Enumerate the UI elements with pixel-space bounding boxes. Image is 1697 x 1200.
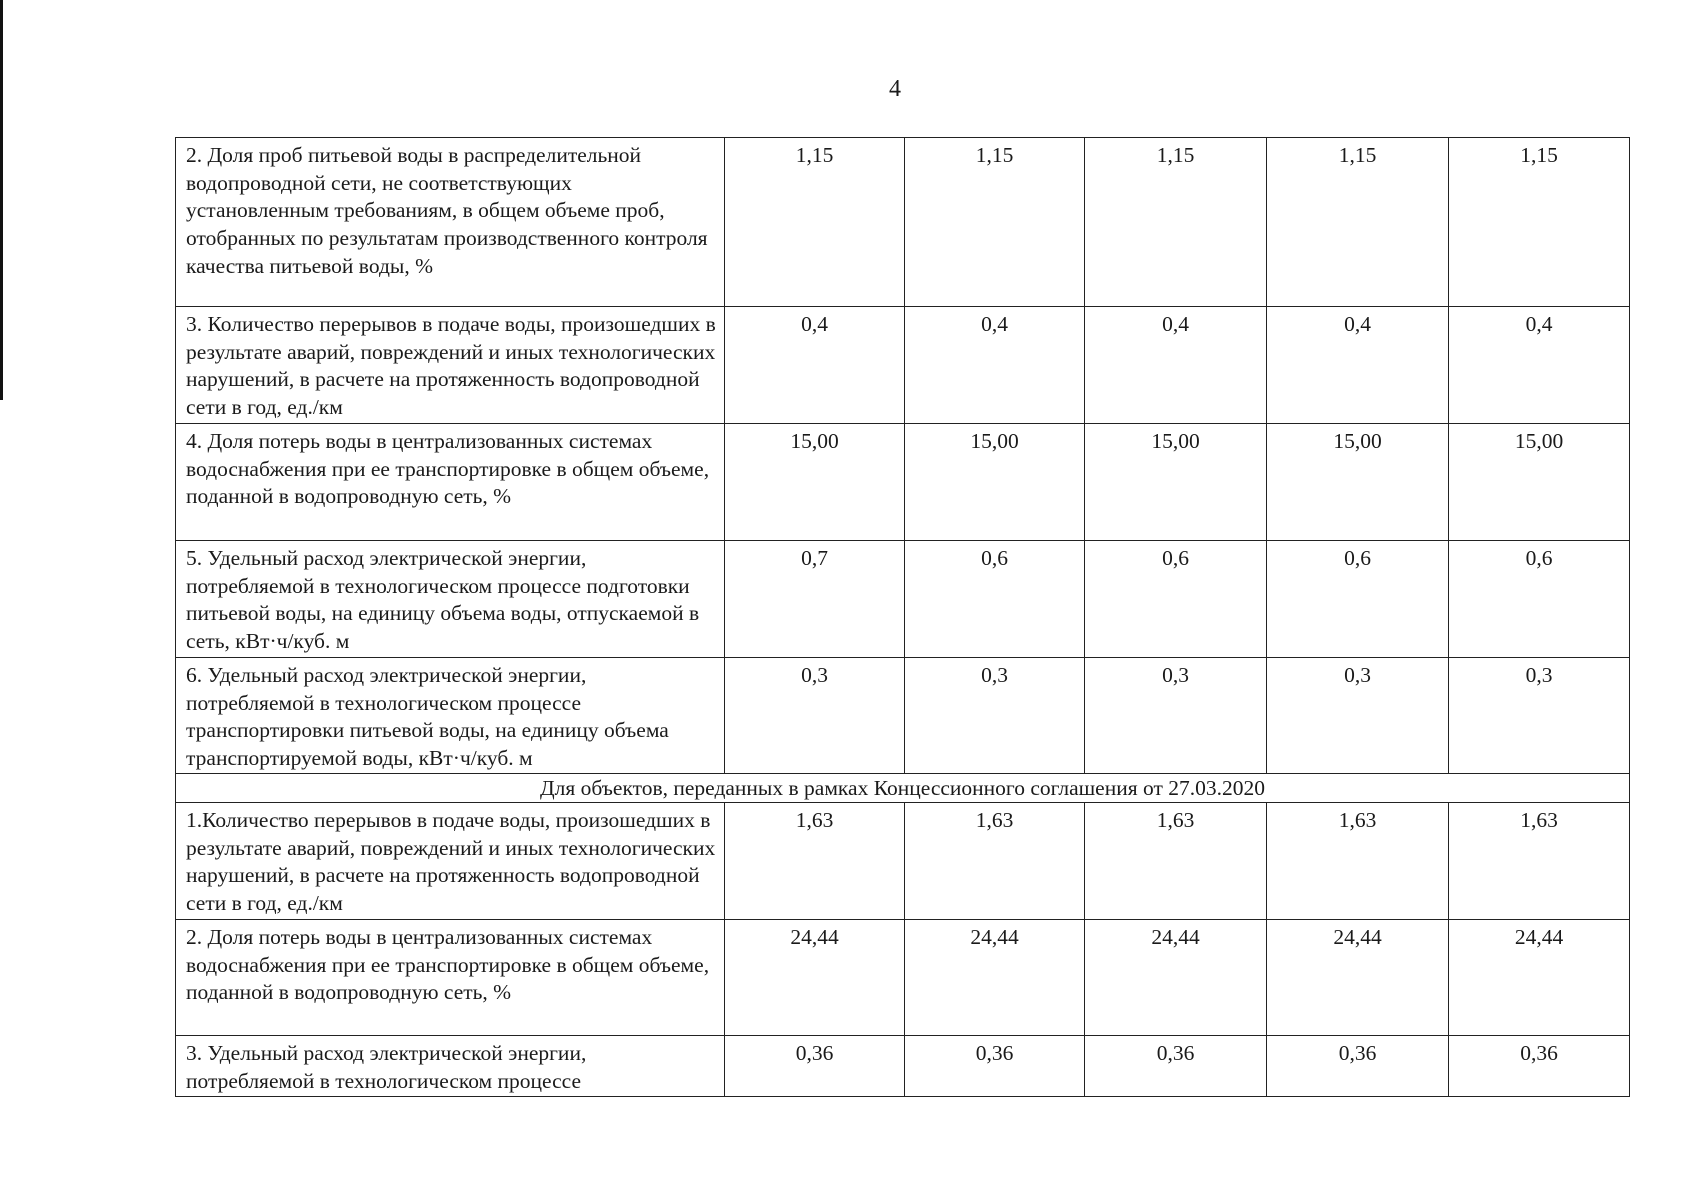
indicator-value: 15,00 — [905, 424, 1085, 541]
table-row — [176, 802, 1630, 919]
indicator-value: 1,15 — [1085, 138, 1267, 307]
indicator-label: 5. Удельный расход электрической энергии, потребляемой в технологическом процессе подготовки питьевой воды, на единицу объема воды, отпускаемой в сеть, кВт·ч/куб. м — [176, 541, 725, 658]
indicator-value: 0,4 — [1267, 307, 1449, 424]
indicator-value: 0,3 — [1449, 658, 1630, 774]
indicator-value: 24,44 — [725, 919, 905, 1035]
indicator-label: 2. Доля проб питьевой воды в распределительной водопроводной сети, не соответствующих установленным требованиям, в общем объеме проб, отобранных по результатам производственного контроля качества питьевой воды, % — [176, 138, 725, 307]
indicator-value: 1,63 — [725, 802, 905, 919]
indicator-value: 24,44 — [1267, 919, 1449, 1035]
indicator-value: 0,3 — [1085, 658, 1267, 774]
indicator-value: 1,63 — [1449, 802, 1630, 919]
indicators-table — [175, 137, 1630, 1097]
indicator-value: 0,3 — [725, 658, 905, 774]
section-title: Для объектов, переданных в рамках Концессионного соглашения от 27.03.2020 — [176, 773, 1630, 802]
indicator-value: 1,15 — [725, 138, 905, 307]
indicator-value: 0,36 — [905, 1035, 1085, 1096]
indicator-value: 1,63 — [1085, 802, 1267, 919]
table-row — [176, 919, 1630, 1035]
indicator-value: 15,00 — [725, 424, 905, 541]
indicator-label: 3. Количество перерывов в подаче воды, произошедших в результате аварий, повреждений и иных технологических нарушений, в расчете на протяженность водопроводной сети в год, ед./км — [176, 307, 725, 424]
indicator-value: 0,4 — [1449, 307, 1630, 424]
indicator-value: 0,6 — [1267, 541, 1449, 658]
indicator-value: 0,3 — [905, 658, 1085, 774]
indicator-value: 0,36 — [1085, 1035, 1267, 1096]
indicator-label: 4. Доля потерь воды в централизованных системах водоснабжения при ее транспортировке в общем объеме, поданной в водопроводную сеть, % — [176, 424, 725, 541]
indicator-value: 1,63 — [905, 802, 1085, 919]
indicator-value: 1,15 — [1267, 138, 1449, 307]
table-row — [176, 658, 1630, 774]
indicator-label: 6. Удельный расход электрической энергии, потребляемой в технологическом процессе транспортировки питьевой воды, на единицу объема транспортируемой воды, кВт·ч/куб. м — [176, 658, 725, 774]
indicator-value: 0,4 — [1085, 307, 1267, 424]
indicator-value: 1,63 — [1267, 802, 1449, 919]
indicator-value: 0,36 — [1449, 1035, 1630, 1096]
indicator-value: 24,44 — [905, 919, 1085, 1035]
indicator-value: 0,6 — [1449, 541, 1630, 658]
scan-edge-mark — [0, 0, 3, 400]
indicator-value: 1,15 — [1449, 138, 1630, 307]
indicator-value: 1,15 — [905, 138, 1085, 307]
indicator-value: 15,00 — [1085, 424, 1267, 541]
page-number: 4 — [889, 76, 901, 102]
indicator-value: 0,36 — [725, 1035, 905, 1096]
table-row — [176, 1035, 1630, 1096]
table-row — [176, 424, 1630, 541]
indicator-label: 3. Удельный расход электрической энергии, потребляемой в технологическом процессе — [176, 1035, 725, 1096]
indicator-value: 15,00 — [1267, 424, 1449, 541]
indicator-value: 0,4 — [725, 307, 905, 424]
indicator-label: 1.Количество перерывов в подаче воды, произошедших в результате аварий, повреждений и иных технологических нарушений, в расчете на протяженность водопроводной сети в год, ед./км — [176, 802, 725, 919]
indicator-value: 0,36 — [1267, 1035, 1449, 1096]
indicator-value: 0,4 — [905, 307, 1085, 424]
section-header-row — [176, 773, 1630, 802]
indicator-value: 0,6 — [1085, 541, 1267, 658]
table-row — [176, 307, 1630, 424]
indicator-value: 24,44 — [1449, 919, 1630, 1035]
table-row — [176, 138, 1630, 307]
indicator-value: 15,00 — [1449, 424, 1630, 541]
table-row — [176, 541, 1630, 658]
indicator-value: 0,7 — [725, 541, 905, 658]
indicator-value: 0,3 — [1267, 658, 1449, 774]
indicator-value: 24,44 — [1085, 919, 1267, 1035]
indicator-label: 2. Доля потерь воды в централизованных системах водоснабжения при ее транспортировке в общем объеме, поданной в водопроводную сеть, % — [176, 919, 725, 1035]
indicator-value: 0,6 — [905, 541, 1085, 658]
